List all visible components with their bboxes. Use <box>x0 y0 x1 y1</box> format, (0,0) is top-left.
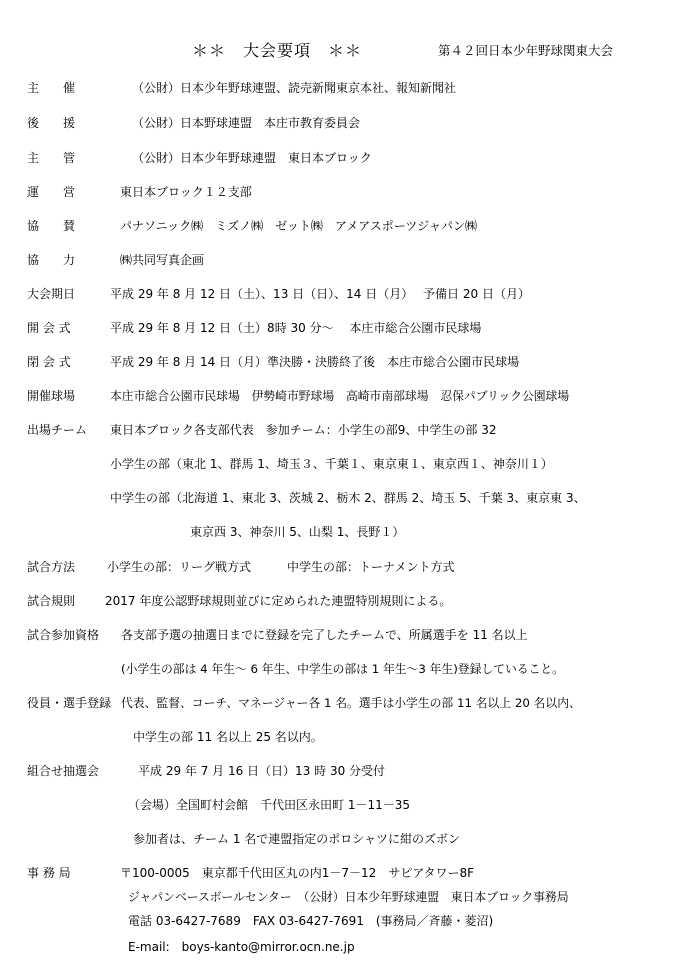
draw-note: 参加者は、チーム 1 名で連盟指定のポロシャツに紺のズボン <box>133 832 461 846</box>
draw-venue: （会場）全国町村会館 千代田区永田町 1－11－35 <box>128 798 410 812</box>
eligibility-value-2: (小学生の部は 4 年生～ 6 年生、中学生の部は 1 年生～3 年生)登録していること。 <box>121 662 564 676</box>
closing-ceremony-value: 平成 29 年 8 月 14 日（月）準決勝・決勝終了後 本庄市総合公園市民球場 <box>110 355 520 369</box>
match-rules-value: 2017 年度公認野球規則並びに定められた連盟特別規則による。 <box>105 594 452 608</box>
roster-label: 役員・選手登録 <box>27 696 112 710</box>
teams-elementary: 小学生の部（東北 1、群馬 1、埼玉３、千葉１、東京東１、東京西１、神奈川１） <box>110 457 553 471</box>
sponsor-label: 後 援 <box>27 116 76 130</box>
sponsor-value: （公財）日本野球連盟 本庄市教育委員会 <box>132 116 361 130</box>
office-label: 事 務 局 <box>27 866 71 880</box>
office-email: E-mail: boys-kanto@mirror.ocn.ne.jp <box>128 940 355 954</box>
closing-ceremony-label: 閉 会 式 <box>27 355 71 369</box>
teams-junior-line-1: 中学生の部（北海道 1、東北 3、茨城 2、栃木 2、群馬 2、埼玉 5、千葉 3、東京東 3、 <box>110 491 586 505</box>
operation-value: 東日本ブロック１２支部 <box>120 185 252 199</box>
teams-label: 出場チーム <box>27 423 88 437</box>
teams-value: 東日本ブロック各支部代表 参加チーム：小学生の部9、中学生の部 32 <box>110 423 497 437</box>
event-name: 第４２回日本少年野球関東大会 <box>438 43 614 58</box>
match-method-label: 試合方法 <box>27 560 76 574</box>
tournament-dates-label: 大会期日 <box>27 287 76 301</box>
document-title: ＊＊ 大会要項 ＊＊ <box>192 41 363 60</box>
tournament-dates-value: 平成 29 年 8 月 12 日（土）、13 日（日）、14 日（月） 予備日 20 日（月） <box>110 287 530 301</box>
cooperation-value: ㈱共同写真企画 <box>120 253 205 267</box>
office-phone: 電話 03-6427-7689 FAX 03-6427-7691 (事務局／斉藤・菱沼) <box>128 914 494 928</box>
office-org: ジャパンベースボールセンター （公財）日本少年野球連盟 東日本ブロック事務局 <box>128 890 569 904</box>
organizer-value: （公財）日本少年野球連盟、読売新聞東京本社、報知新聞社 <box>132 81 457 95</box>
co-sponsor-label: 協 賛 <box>27 219 76 233</box>
draw-label: 組合せ抽選会 <box>27 764 100 778</box>
opening-ceremony-label: 開 会 式 <box>27 321 71 335</box>
match-method-value: 小学生の部：リーグ戦方式 中学生の部：トーナメント方式 <box>107 560 455 574</box>
operation-label: 運 営 <box>27 185 76 199</box>
eligibility-value: 各支部予選の抽選日までに登録を完了したチームで、所属選手を 11 名以上 <box>121 628 528 642</box>
organizer-label: 主 催 <box>27 81 76 95</box>
match-rules-label: 試合規則 <box>27 594 76 608</box>
teams-junior-line-2: 東京西 3、神奈川 5、山梨 1、長野１） <box>190 525 405 539</box>
draw-value: 平成 29 年 7 月 16 日（日）13 時 30 分受付 <box>138 764 386 778</box>
supervisor-label: 主 管 <box>27 151 76 165</box>
roster-value-2: 中学生の部 11 名以上 25 名以内。 <box>133 730 323 744</box>
co-sponsor-value: パナソニック㈱ ミズノ㈱ ゼット㈱ アメアスポーツジャパン㈱ <box>120 219 478 233</box>
opening-ceremony-value: 平成 29 年 8 月 12 日（土）8時 30 分～ 本庄市総合公園市民球場 <box>110 321 482 335</box>
venues-label: 開催球場 <box>27 389 76 403</box>
cooperation-label: 協 力 <box>27 253 76 267</box>
supervisor-value: （公財）日本少年野球連盟 東日本ブロック <box>132 151 372 165</box>
venues-value: 本庄市総合公園市民球場 伊勢崎市野球場 高崎市南部球場 忍保パブリック公園球場 <box>110 389 570 403</box>
roster-value: 代表、監督、コーチ、マネージャー各 1 名。選手は小学生の部 11 名以上 20 名以内、 <box>121 696 581 710</box>
eligibility-label: 試合参加資格 <box>27 628 100 642</box>
office-address: 〒100-0005 東京都千代田区丸の内1－7－12 サピアタワー8F <box>120 866 475 880</box>
